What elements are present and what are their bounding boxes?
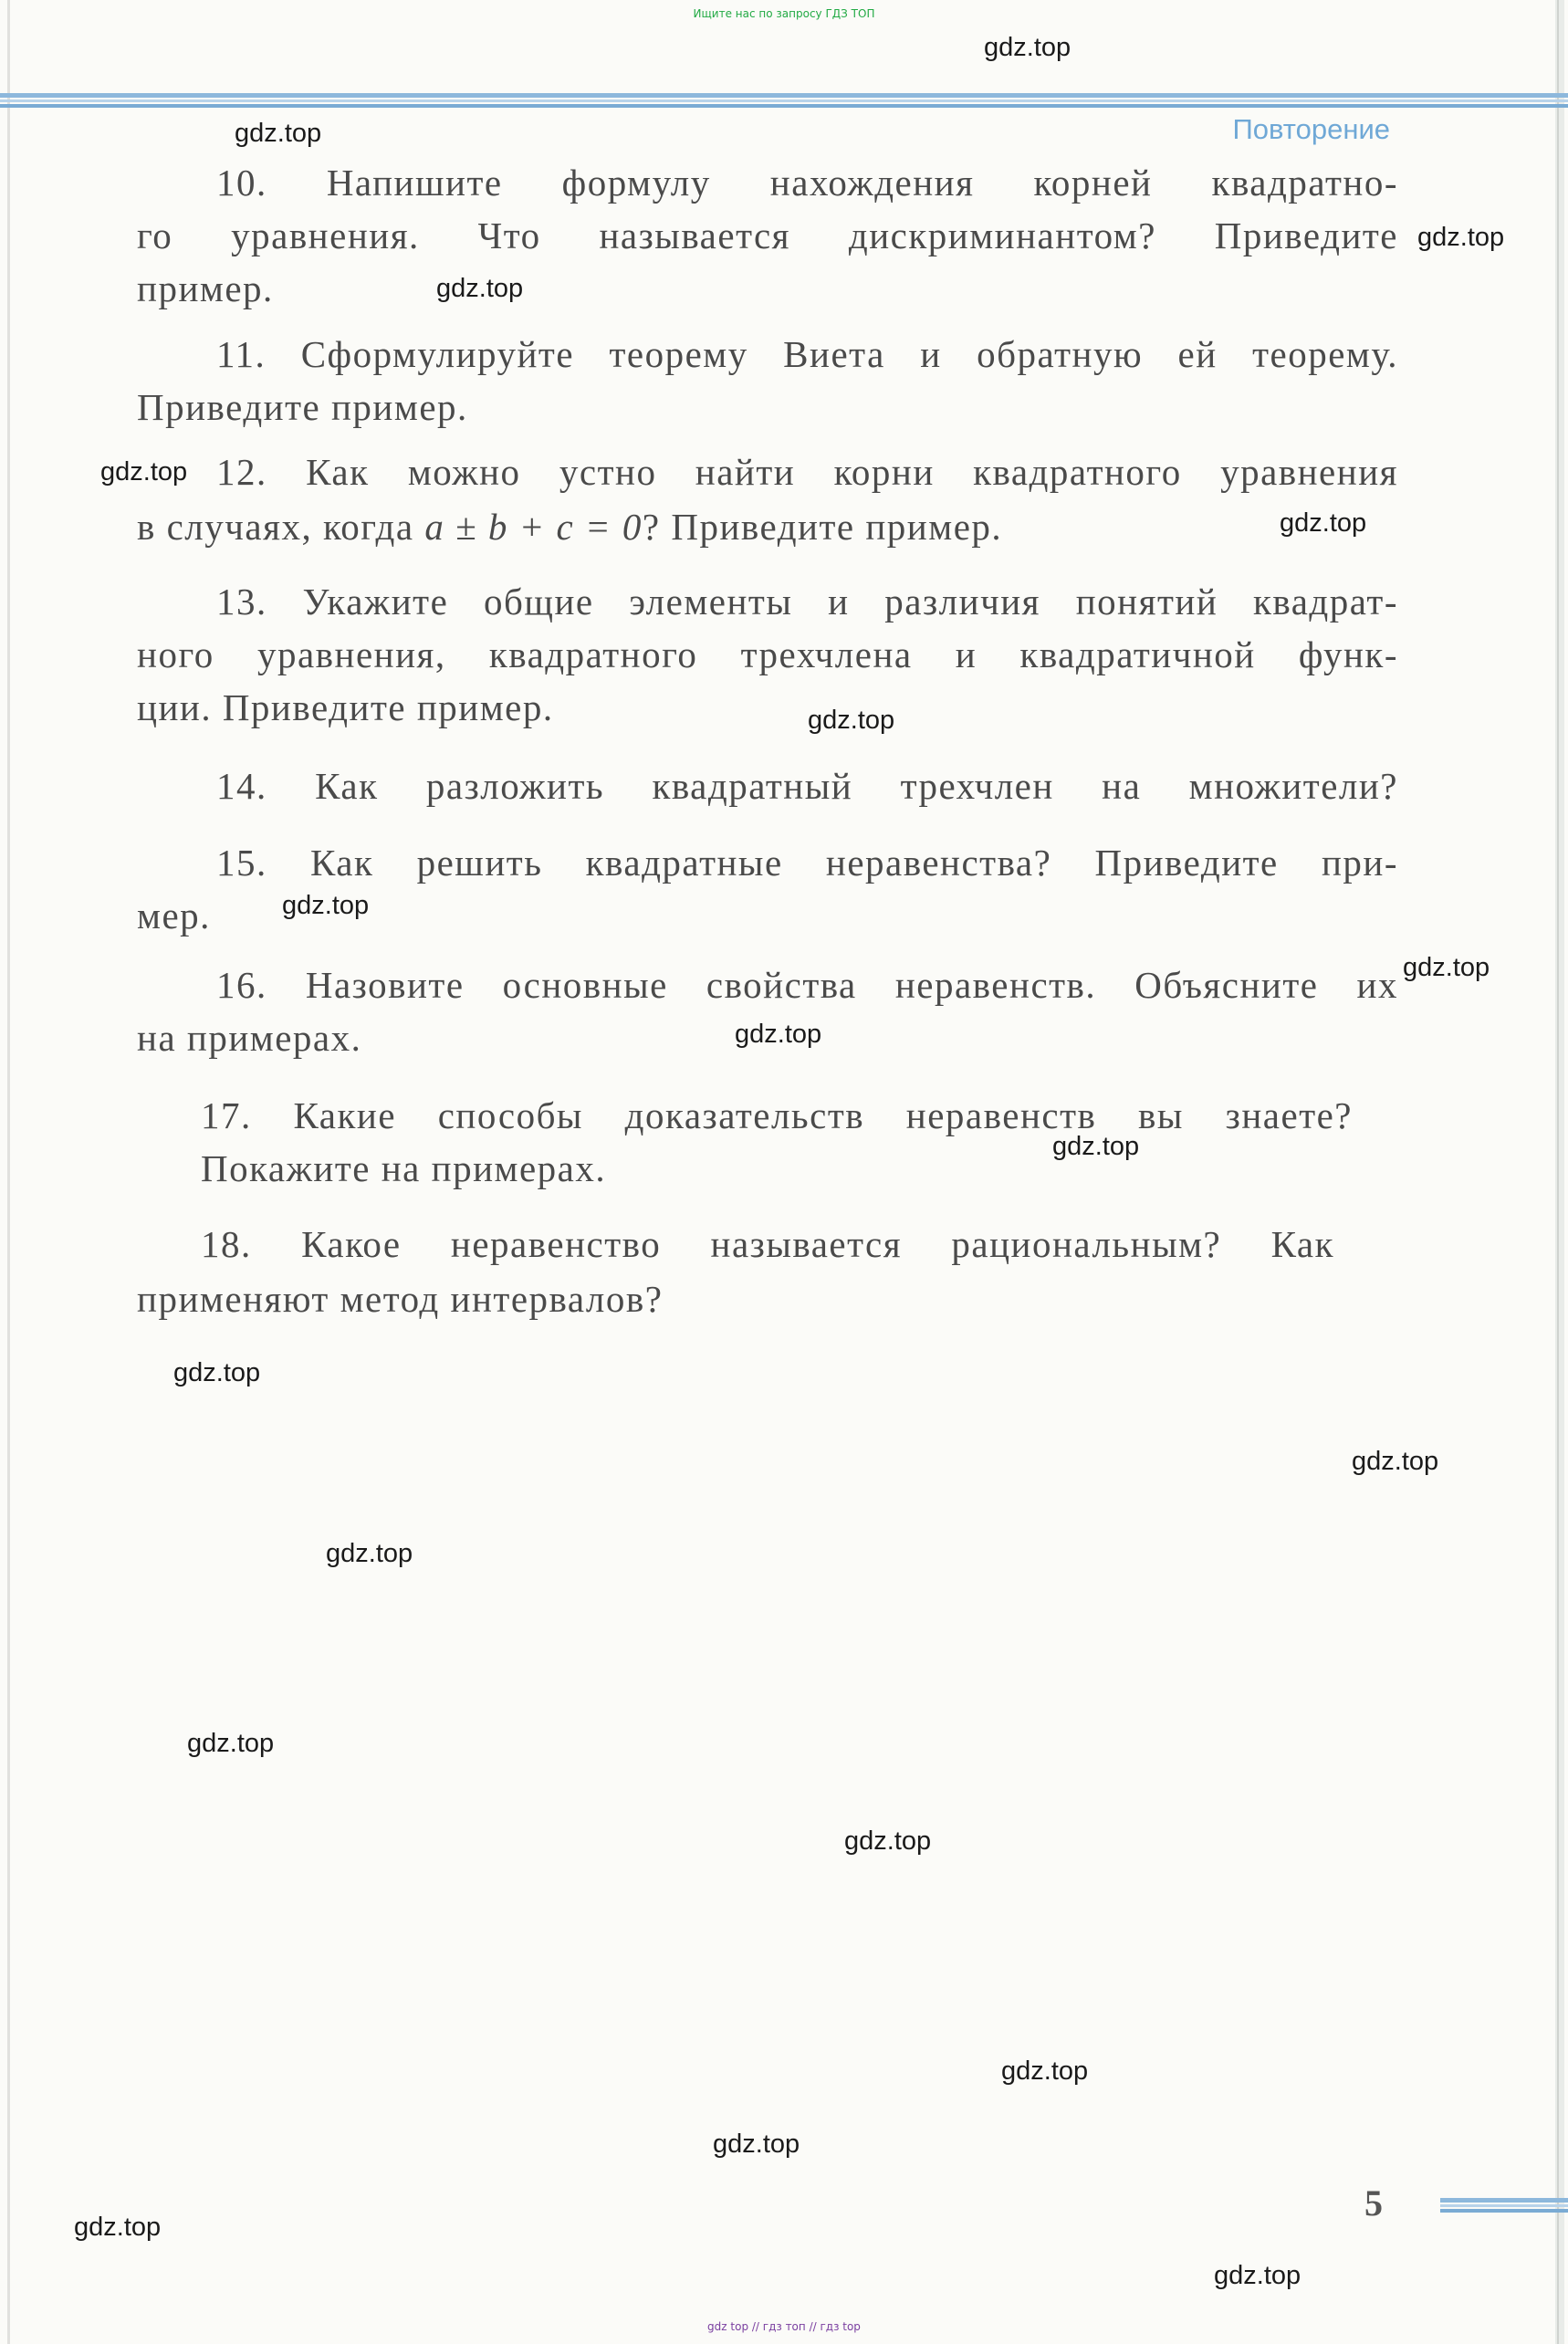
question-12 — [137, 445, 1398, 553]
watermark: gdz.top — [808, 706, 895, 735]
watermark: gdz.top — [1052, 1132, 1140, 1161]
question-11-line-2: Приведите пример. — [137, 386, 468, 428]
page-right-edge — [1555, 0, 1564, 2344]
question-11 — [137, 328, 1398, 434]
question-15-line-1: 15. Как решить квадратные неравенства? Приведите при- — [216, 842, 1398, 884]
question-17-line-1: 17. Какие способы доказательств неравенств вы знаете? — [201, 1094, 1354, 1136]
watermark: gdz.top — [326, 1539, 413, 1568]
header-rule — [0, 89, 1568, 113]
question-10-line-1: 10. Напишите формулу нахождения корней квадратно- — [216, 162, 1398, 204]
section-title: Повторение — [1232, 113, 1390, 145]
footer-banner: gdz top // гдз топ // гдз top — [707, 2320, 861, 2333]
question-13-line-1: 13. Укажите общие элементы и различия понятий квадрат- — [216, 581, 1399, 623]
question-14-line-1: 14. Как разложить квадратный трехчлен на множители? — [216, 765, 1399, 807]
watermark: gdz.top — [100, 457, 188, 487]
watermark: gdz.top — [74, 2213, 162, 2242]
question-10 — [137, 156, 1398, 315]
question-18-line-2: применяют метод интервалов? — [137, 1278, 664, 1320]
watermark: gdz.top — [235, 119, 322, 148]
question-18 — [137, 1218, 1334, 1325]
question-10-line-2: го уравнения. Что называется дискриминантом? Приведите — [137, 215, 1398, 256]
question-13-line-2: ного уравнения, квадратного трехчлена и квадратичной функ- — [137, 633, 1398, 675]
question-16-line-2: на примерах. — [137, 1017, 362, 1059]
footer-rule — [1440, 2198, 1568, 2214]
question-13 — [137, 575, 1398, 734]
watermark: gdz.top — [735, 1020, 822, 1049]
watermark: gdz.top — [1280, 508, 1367, 538]
question-12-line-2: в случаях, когда a ± b + c = 0? Приведите пример. — [137, 506, 1003, 548]
page-number: 5 — [1364, 2182, 1383, 2224]
watermark: gdz.top — [1417, 223, 1505, 252]
question-16-line-1: 16. Назовите основные свойства неравенств. Объясните их — [216, 964, 1398, 1006]
formula: a ± b + c = 0 — [424, 506, 643, 548]
watermark: gdz.top — [282, 891, 370, 920]
question-14 — [137, 759, 1398, 812]
question-17-line-2: Покажите на примерах. — [201, 1147, 607, 1189]
page-left-edge — [7, 0, 10, 2344]
question-11-line-1: 11. Сформулируйте теорему Виета и обратную ей теорему. — [216, 333, 1399, 375]
watermark: gdz.top — [436, 274, 524, 303]
watermark: gdz.top — [1214, 2261, 1301, 2290]
question-15 — [137, 836, 1398, 942]
watermark: gdz.top — [844, 1826, 932, 1856]
watermark: gdz.top — [1001, 2056, 1089, 2086]
question-15-line-2: мер. — [137, 895, 211, 937]
question-18-line-1: 18. Какое неравенство называется рациональным? Как — [201, 1223, 1334, 1265]
watermark: gdz.top — [173, 1358, 261, 1387]
question-17 — [201, 1089, 1353, 1195]
question-10-line-3: пример. — [137, 267, 274, 309]
watermark: gdz.top — [984, 33, 1071, 62]
search-hint-banner: Ищите нас по запросу ГДЗ ТОП — [693, 7, 875, 20]
question-13-line-3: ции. Приведите пример. — [137, 686, 554, 728]
watermark: gdz.top — [187, 1729, 275, 1758]
question-12-line-1: 12. Как можно устно найти корни квадратного уравнения — [216, 451, 1398, 493]
watermark: gdz.top — [1403, 953, 1490, 982]
watermark: gdz.top — [713, 2129, 800, 2159]
watermark: gdz.top — [1352, 1447, 1439, 1476]
